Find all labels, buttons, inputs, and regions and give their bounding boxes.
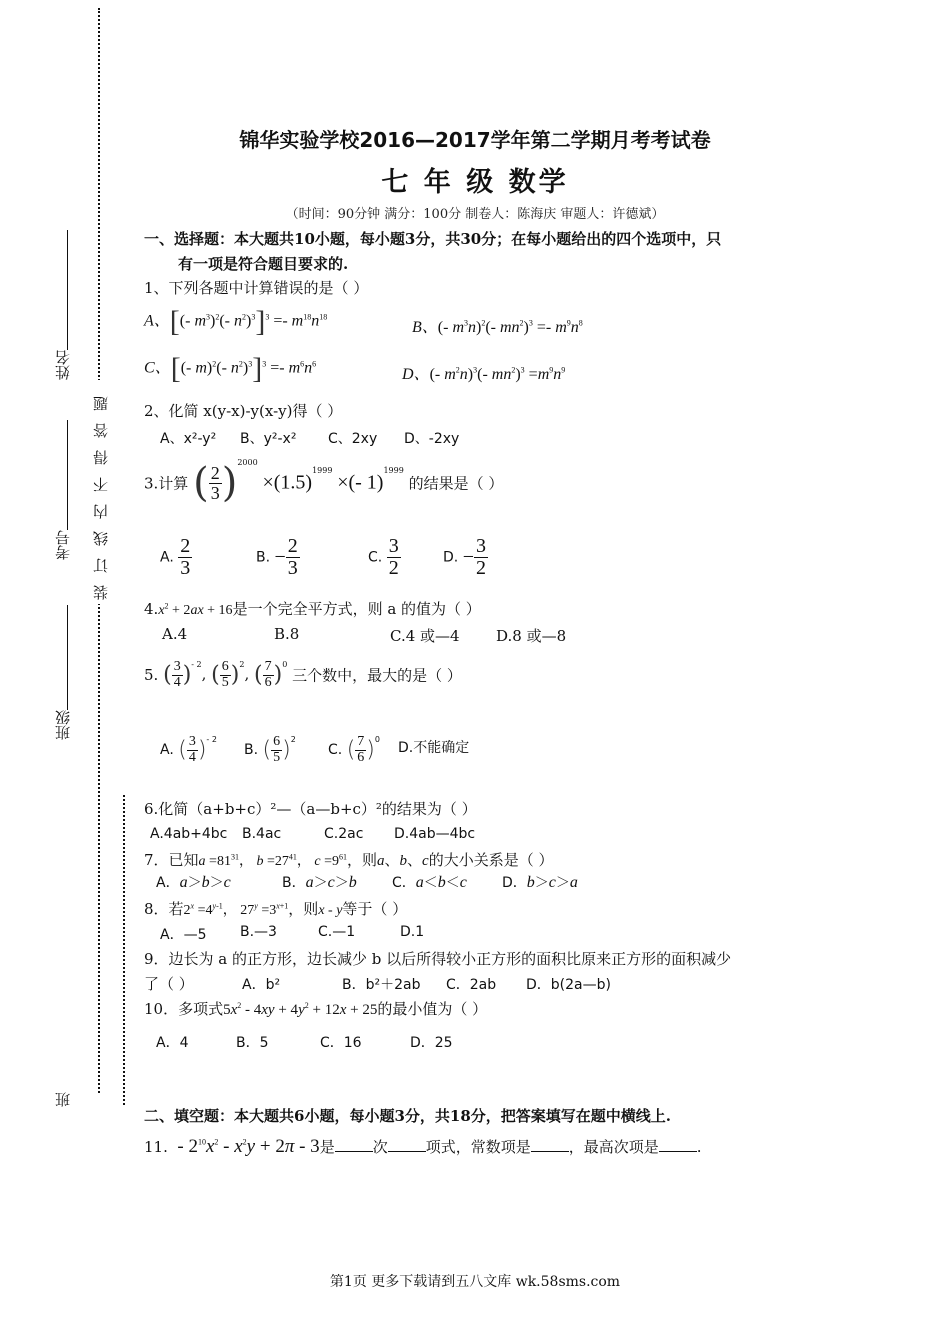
q1-option-c: C、[(- m)$^2$(- $n^2)^3]^3 =- m^6n^6$ <box>144 352 317 385</box>
q2-stem: 2、化简 x(y-x)-y(x-y)得（ ） <box>144 402 343 420</box>
q1-option-d: D、(- $m^2n)^3(-$ $mn^2)^3 =m^9n^9$ <box>402 365 566 383</box>
q4-option-c: C.4 或—4 <box>390 627 460 645</box>
q8-option-c: C.—1 <box>318 924 356 940</box>
q1-option-b: B、(- $m^3n)^2(-$ $mn^2)^3 =- m^9n^8$ <box>412 318 583 336</box>
q1-label-b: B、 <box>412 319 438 336</box>
exam-no-label: 考号 <box>54 530 72 560</box>
q5-option-b: B. ( $\frac{6}{5}$ )$^2$ <box>244 734 296 765</box>
q9-stem-line2: 了（ ） <box>144 975 194 993</box>
q2-option-a: A、x²-y² <box>160 431 217 447</box>
q7-stem: 7．已知$a =81^{31}$， $b =27^{41}$， $c =9^{61}$，则a、b、c的大小关系是（ ） <box>144 851 554 869</box>
q6-option-c: C.2ac <box>324 826 364 842</box>
q9-option-d: D．b(2a—b) <box>526 977 611 993</box>
q1-label-a: A、 <box>144 312 170 330</box>
q6-stem: 6.化简（a+b+c）²—（a—b+c）²的结果为（ ） <box>144 800 477 818</box>
q8-suffix: 等于（ ） <box>342 900 408 918</box>
q10-option-b: B．5 <box>236 1035 269 1051</box>
q11-blank-terms[interactable] <box>388 1137 426 1152</box>
no-answer-notice: 装订线内不得答题 <box>90 380 111 604</box>
q9-stem-line1: 9．边长为 a 的正方形，边长减少 b 以后所得较小正方形的面积比原来正方形的面积减少 <box>144 950 732 968</box>
q10-stem: 10．多项式$5x^2 - 4xy + 4y^2 + 12x + 25$的最小值为（ ） <box>144 1000 488 1018</box>
exam-title: 锦华实验学校2016—2017学年第二学期月考考试卷 <box>239 128 711 152</box>
q8-option-d: D.1 <box>400 924 425 940</box>
q10-option-c: C．16 <box>320 1035 362 1051</box>
q3-stem: 3.计算 ( $\frac{2}{3}$ )$^{2000} \times(1.5)^{1999}$ ×(- 1)$^{1999}$ 的结果是（ ） <box>144 458 504 506</box>
q8-option-a: A．—5 <box>160 927 207 943</box>
name-label <box>52 350 73 380</box>
q9-option-b: B．b²＋2ab <box>342 977 421 993</box>
q1-option-a: A、[(- $m^3)^2(-$ $n^2)^3]^3 =- m^{18}n^{18}$ <box>144 305 328 338</box>
q7-option-b: B．a＞c＞b <box>282 874 357 891</box>
q5-stem: 5. ( $\frac{3}{4}$ )$^{- 2}$, ( $\frac{6}{5}$ )$^2$, ( $\frac{7}{6}$ )$^0$ 三个数中，最大的是（ ） <box>144 659 462 690</box>
binding-dotted-line-lower <box>123 795 125 1105</box>
section1-heading: 一、选择题：本大题共10小题，每小题3分，共30分；在每小题给出的四个选项中，只 <box>144 230 722 248</box>
q6-option-b: B.4ac <box>242 826 282 842</box>
q3-option-c: C. $\frac{3}{2}$ <box>368 535 399 579</box>
section2-heading: 二、填空题：本大题共6小题，每小题3分，共18分，把答案填写在题中横线上. <box>144 1107 671 1125</box>
q4-option-b: B.8 <box>274 625 300 643</box>
q10-option-d: D．25 <box>410 1035 453 1051</box>
q5-option-d: D.不能确定 <box>398 740 470 756</box>
q11-blank-degree[interactable] <box>335 1137 373 1152</box>
q11-blank-highest-term[interactable] <box>659 1137 697 1152</box>
q9-option-a: A．b² <box>242 977 281 993</box>
q11-stem: 11. - $2^{10}x^2 - x^2y + 2\pi - 3$是 次 项式，常数项是 ，最高次项是 . <box>144 1136 702 1157</box>
q11-blank-constant[interactable] <box>531 1137 569 1152</box>
q6-option-a: A.4ab+4bc <box>150 826 228 842</box>
section1-heading-cont: 有一项是符合题目要求的. <box>178 255 349 273</box>
q4-suffix: 是一个完全平方式，则 a 的值为（ ） <box>232 600 481 618</box>
q1-label-c: C、 <box>144 359 171 377</box>
q7-option-d: D．b＞c＞a <box>502 874 578 891</box>
q1-label-d: D、 <box>402 366 430 383</box>
class-label: 班级 <box>54 710 72 740</box>
name-label-text: 姓名 <box>54 350 72 380</box>
q3-option-b: B. − $\frac{2}{3}$ <box>256 535 298 579</box>
q2-option-c: C、2xy <box>328 431 378 447</box>
page-footer: 第1页 更多下载请到五八文库 wk.58sms.com <box>329 1274 621 1290</box>
q10-option-a: A．4 <box>156 1035 189 1051</box>
q2-option-d: D、-2xy <box>404 431 460 447</box>
q7-option-a: A．a＞b＞c <box>156 874 231 891</box>
q3-prefix: 3.计算 <box>144 474 189 493</box>
q8-stem: 8．若$2^x =4^{y-1}$， $27^y =3^{x+1}$，则x - y等于（ ） <box>144 900 408 918</box>
q6-option-d: D.4ab—4bc <box>394 826 476 842</box>
exam-info: （时间：90分钟 满分：100分 制卷人：陈海庆 审题人：许德斌） <box>285 207 665 222</box>
exam-no-underline <box>67 420 68 530</box>
name-underline <box>67 230 68 350</box>
subject-title: 七 年 级 数学 <box>381 167 569 198</box>
q5-option-c: C. ( $\frac{7}{6}$ )$^0$ <box>328 734 380 765</box>
q5-option-a: A. ( $\frac{3}{4}$ )$^{- 2}$ <box>160 734 217 765</box>
q8-option-b: B.—3 <box>240 924 277 940</box>
q3-suffix: 的结果是（ ） <box>408 474 504 493</box>
q10-suffix: 的最小值为（ ） <box>377 1000 488 1018</box>
q9-option-c: C．2ab <box>446 977 497 993</box>
q3-option-d: D. − $\frac{3}{2}$ <box>443 535 486 579</box>
q4-option-d: D.8 或—8 <box>496 627 567 645</box>
class-short-label: 班 <box>54 1092 72 1107</box>
q4-option-a: A.4 <box>162 625 188 643</box>
q7-option-c: C．a＜b＜c <box>392 874 467 891</box>
class-underline <box>67 605 68 710</box>
q5-suffix: 三个数中，最大的是（ ） <box>292 666 462 685</box>
q2-option-b: B、y²-x² <box>240 431 297 447</box>
q4-stem: $4.x^2 + 2ax + 16$是一个完全平方式，则 a 的值为（ ） <box>144 600 481 618</box>
q3-option-a: A. $\frac{2}{3}$ <box>160 535 191 579</box>
q7-tail: 的大小关系是（ ） <box>428 851 554 869</box>
q1-stem: 1、下列各题中计算错误的是（ ） <box>144 279 369 297</box>
